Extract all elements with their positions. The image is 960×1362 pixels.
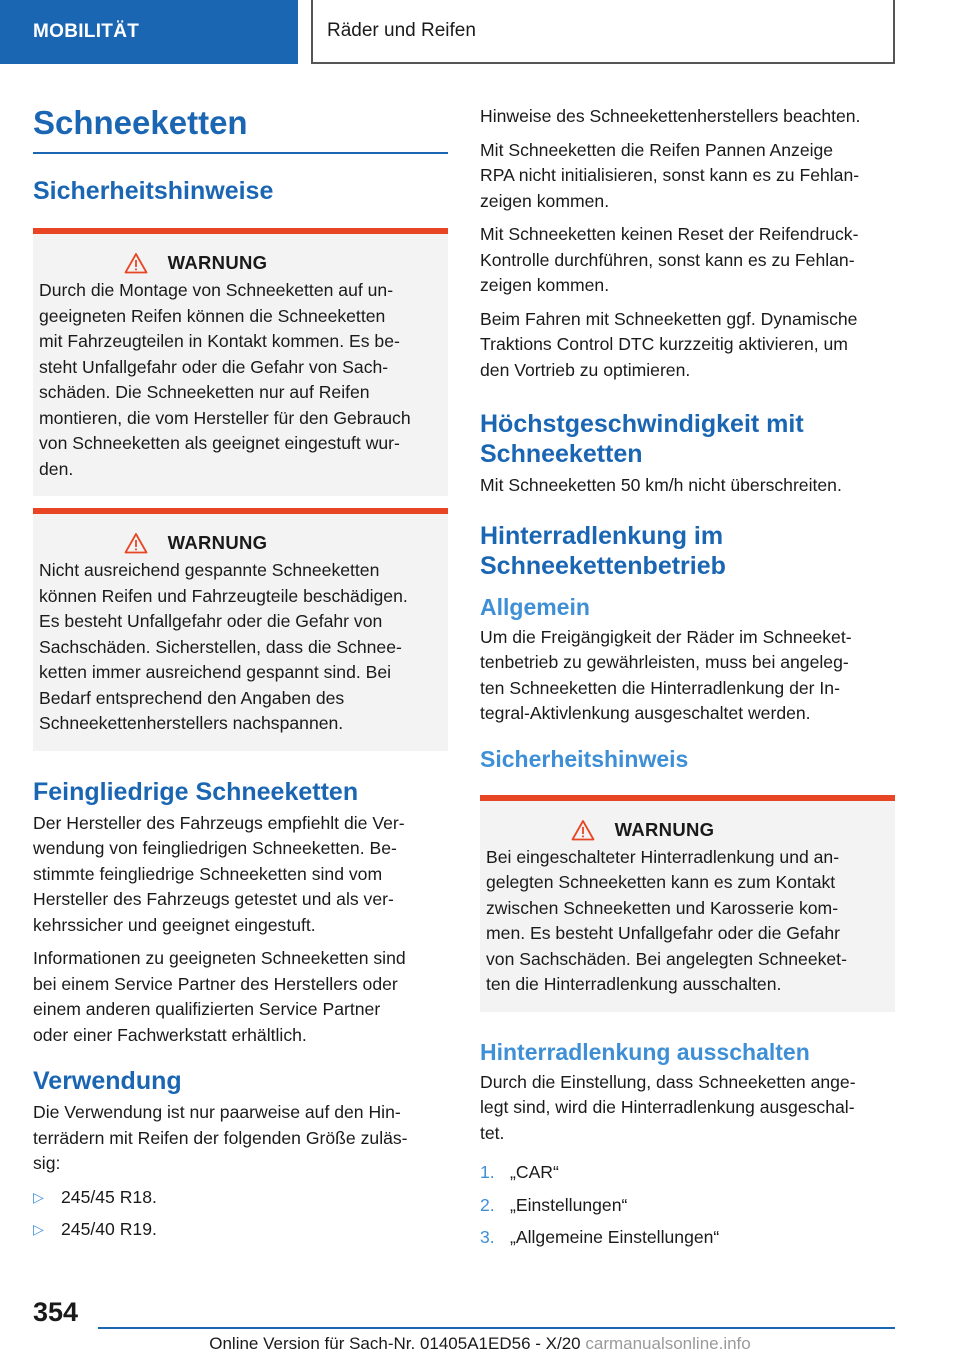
- warning-triangle-icon: [124, 252, 148, 274]
- step-number: 1.: [480, 1162, 495, 1182]
- right-column: [480, 104, 895, 1258]
- chapter-header: [311, 0, 895, 64]
- max-speed-heading: Höchstgeschwindigkeit mit Schneeketten: [480, 410, 804, 468]
- disable-steering-paragraph: Durch die Einstellung, dass Schneeketten ange- legt sind, wird die Hinterradlenkung ausgeschal- tet.: [480, 1071, 856, 1143]
- step-text: „CAR“: [510, 1162, 559, 1182]
- tire-size: 245/40 R19.: [61, 1219, 157, 1239]
- list-item: [33, 1217, 448, 1243]
- tire-size-list: [33, 1185, 448, 1243]
- step-text: „Allgemeine Einstellungen“: [510, 1227, 720, 1247]
- max-speed-paragraph: Mit Schneeketten 50 km/h nicht überschreiten.: [480, 475, 842, 495]
- reset-paragraph: Mit Schneeketten keinen Reset der Reifendruck- Kontrolle durchführen, sonst kann es zu Fehlan- zeigen kommen.: [480, 224, 859, 295]
- tire-size: 245/45 R18.: [61, 1186, 157, 1207]
- chapter-title: Räder und Reifen: [327, 20, 476, 41]
- hint-paragraph: Hinweise des Schneekettenherstellers beachten.: [480, 106, 861, 126]
- general-paragraph: Um die Freigängigkeit der Räder im Schneeket- tenbetrieb zu gewährleisten, muss bei angeleg- ten Schneeketten die Hinterradlenkung der In- tegral-Aktivlenkung ausgeschaltet werden.: [480, 626, 852, 723]
- section-title: MOBILITÄT: [33, 21, 140, 42]
- safety-note-heading: Sicherheitshinweis: [480, 745, 689, 772]
- dtc-paragraph: Beim Fahren mit Schneeketten ggf. Dynamische Traktions Control DTC kurzzeitig aktivieren, um den Vortrieb zu optimieren.: [480, 308, 858, 380]
- fine-chains-paragraph-1: Der Hersteller des Fahrzeugs empfiehlt die Ver- wendung von feingliedrigen Schneeketten. Be- stimmte feingliedrige Schneeketten sind vom Hersteller des Fahrzeugs getestet und als ver- kehrssicher und geeignet eingestuft.: [33, 812, 405, 935]
- general-heading: Allgemein: [480, 593, 590, 620]
- bullet-triangle-icon: ▷: [33, 1221, 44, 1237]
- fine-chains-heading: Feingliedrige Schneeketten: [33, 777, 359, 806]
- warning-header: [39, 252, 442, 274]
- watermark: carmanualsonline.info: [585, 1334, 751, 1353]
- warning-label: WARNUNG: [167, 252, 268, 273]
- warning-header: [486, 819, 889, 841]
- usage-paragraph: Die Verwendung ist nur paarweise auf den Hin- terrädern mit Reifen der folgenden Größe zuläs- sig:: [33, 1102, 408, 1173]
- step-number: 2.: [480, 1194, 495, 1215]
- warning-box-3: [480, 795, 895, 1012]
- steps-list: [480, 1160, 895, 1251]
- left-column: [33, 100, 448, 1250]
- warning-header: [39, 532, 442, 554]
- bullet-triangle-icon: ▷: [33, 1188, 44, 1205]
- step-number: 3.: [480, 1227, 495, 1247]
- warning-box-2: [33, 508, 448, 751]
- list-item: [480, 1225, 895, 1251]
- warning-triangle-icon: [571, 819, 595, 841]
- list-item: [480, 1193, 895, 1219]
- usage-heading: Verwendung: [33, 1067, 182, 1095]
- page-number: 354: [33, 1297, 79, 1327]
- fine-chains-paragraph-2: Informationen zu geeigneten Schneeketten sind bei einem Service Partner des Herstellers oder einem anderen qualifizierten Service Partner oder einer Fachwerkstatt erhältlich.: [33, 948, 406, 1045]
- rpa-paragraph: Mit Schneeketten die Reifen Pannen Anzeige RPA nicht initialisieren, sonst kann es zu Fehlan- zeigen kommen.: [480, 139, 860, 211]
- warning-label: WARNUNG: [167, 532, 268, 553]
- warning-text: Bei eingeschalteter Hinterradlenkung und an- gelegten Schneeketten kann es zum Kontakt zwischen Schneeketten und Karosserie kom- men. Es besteht Unfallgefahr oder die Gefahr von Sachschäden. Bei angelegten Schneeket- ten die Hinterradlenkung ausschalten.: [486, 846, 847, 994]
- step-text: „Einstellungen“: [510, 1194, 628, 1215]
- rear-steering-heading: Hinterradlenkung im Schneekettenbetrieb: [480, 521, 726, 580]
- warning-text: Durch die Montage von Schneeketten auf un- geeigneten Reifen können die Schneeketten mit Fahrzeugteilen in Kontakt kommen. Es be- steht Unfallgefahr oder die Gefahr von Sach- schäden. Die Schneeketten nur auf Reifen montieren, die vom Hersteller für den Gebrauch von Schneeketten als geeignet eingestuft wur- den.: [39, 280, 411, 479]
- safety-heading: Sicherheitshinweise: [33, 177, 274, 205]
- section-tab: [0, 0, 298, 64]
- disable-steering-heading: Hinterradlenkung ausschalten: [480, 1038, 810, 1065]
- warning-box-1: [33, 228, 448, 496]
- page-title: Schneeketten: [33, 104, 248, 141]
- list-item: [33, 1185, 448, 1211]
- footer-version: Online Version für Sach-Nr. 01405A1ED56 - X/20: [209, 1334, 581, 1353]
- warning-text: Nicht ausreichend gespannte Schneeketten können Reifen und Fahrzeugteile beschädigen. Es besteht Unfallgefahr oder die Gefahr von Sachschäden. Sicherstellen, dass die Schnee- ketten immer ausreichend gespannt sind. Bei Bedarf entsprechend den Angaben des Schneekettenherstellers nachspannen.: [39, 560, 408, 733]
- title-rule: [33, 152, 448, 154]
- footer-rule: [98, 1327, 895, 1329]
- list-item: [480, 1160, 895, 1186]
- footer-text: [0, 1334, 960, 1354]
- warning-label: WARNUNG: [614, 818, 715, 840]
- warning-triangle-icon: [124, 532, 148, 554]
